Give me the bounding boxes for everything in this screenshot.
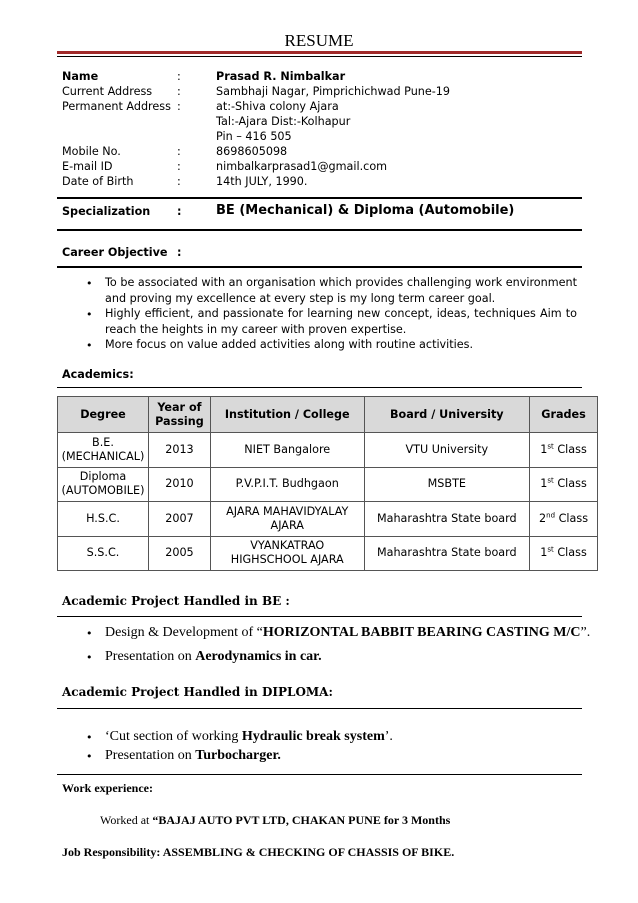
header-year	[148, 397, 210, 433]
bullet-icon: •	[86, 750, 93, 763]
email-value: nimbalkarprasad1@gmail.com	[216, 160, 388, 173]
grade-suffix: st	[547, 476, 554, 485]
degree-line2: (AUTOMOBILE)	[61, 484, 145, 498]
grade-text: Class	[553, 442, 587, 456]
bullet-icon: •	[86, 627, 93, 640]
institution-cell	[210, 502, 364, 537]
grade-suffix: st	[547, 545, 554, 554]
item-bold: Aerodynamics in car.	[195, 649, 322, 664]
divider	[57, 197, 582, 199]
colon: :	[177, 85, 181, 98]
item-bold: Hydraulic break system	[241, 729, 385, 744]
grade-suffix: st	[547, 442, 554, 451]
divider	[57, 387, 582, 388]
bullet-icon: •	[86, 651, 93, 664]
degree-line2: (MECHANICAL)	[61, 449, 145, 463]
item-text: Presentation on	[105, 649, 196, 664]
degree-line1: Diploma	[79, 470, 127, 484]
work-text: Worked at	[100, 813, 153, 827]
year-cell: 2013	[148, 433, 210, 468]
grade-cell	[530, 433, 598, 468]
list-item: More focus on value added activities along with routine activities.	[105, 338, 474, 351]
item-text: ’.	[384, 729, 393, 744]
current-address-label: Current Address	[62, 85, 153, 98]
work-experience-label: Work experience:	[62, 781, 153, 795]
divider	[57, 229, 582, 231]
item-bold: HORIZONTAL BABBIT BEARING CASTING M/C	[262, 625, 581, 640]
divider	[57, 616, 582, 617]
degree-cell	[58, 433, 149, 468]
grade-number: 1	[540, 546, 548, 560]
degree-line1: B.E.	[92, 435, 114, 449]
divider	[57, 266, 582, 268]
grade-cell	[530, 502, 598, 537]
permanent-address-line2: Tal:-Ajara Dist:-Kolhapur	[216, 115, 351, 128]
institution-line2: AJARA	[270, 518, 304, 532]
list-item	[105, 729, 393, 745]
item-bold: Turbocharger.	[195, 748, 281, 763]
dob-value: 14th JULY, 1990.	[216, 175, 308, 188]
institution-cell	[210, 536, 364, 571]
institution-line1: AJARA MAHAVIDYALAY	[226, 504, 349, 518]
institution-cell: P.V.P.I.T. Budhgaon	[210, 467, 364, 502]
header-degree: Degree	[58, 397, 149, 433]
grade-number: 1	[540, 442, 548, 456]
table-row	[58, 502, 598, 537]
job-responsibility: Job Responsibility: ASSEMBLING & CHECKING OF CHASSIS OF BIKE.	[62, 845, 455, 859]
name-label: Name	[62, 70, 99, 83]
board-cell: MSBTE	[364, 467, 530, 502]
grade-suffix: nd	[546, 511, 556, 520]
item-text: ‘Cut section of working	[105, 729, 242, 744]
institution-line1: VYANKATRAO	[250, 539, 325, 553]
colon: :	[177, 175, 181, 188]
divider	[57, 708, 582, 709]
list-item: Highly efficient, and passionate for learning new concept, ideas, techniques Aim to reach the heights in my career with proven expertise.	[105, 307, 577, 336]
degree-cell: S.S.C.	[58, 536, 149, 571]
colon: :	[177, 246, 182, 259]
title-divider-thin	[57, 56, 582, 57]
grade-text: Class	[555, 511, 589, 525]
item-text: Presentation on	[105, 748, 196, 763]
bullet-icon: •	[86, 308, 93, 321]
bullet-icon: •	[86, 731, 93, 744]
table-row	[58, 467, 598, 502]
colon: :	[177, 145, 181, 158]
year-cell: 2007	[148, 502, 210, 537]
table-row	[58, 536, 598, 571]
work-company: “BAJAJ AUTO PVT LTD, CHAKAN PUNE for 3 Months	[152, 813, 451, 827]
name-value: Prasad R. Nimbalkar	[216, 70, 346, 83]
work-experience-detail	[100, 813, 450, 828]
institution-cell: NIET Bangalore	[210, 433, 364, 468]
dob-label: Date of Birth	[62, 175, 134, 188]
grade-number: 1	[540, 477, 548, 491]
grade-number: 2	[539, 511, 547, 525]
degree-cell: H.S.C.	[58, 502, 149, 537]
header-year-line1: Year of	[157, 400, 202, 414]
mobile-value: 8698605098	[216, 145, 288, 158]
permanent-address-line1: at:-Shiva colony Ajara	[216, 100, 339, 113]
table-header-row	[58, 397, 598, 433]
mobile-label: Mobile No.	[62, 145, 121, 158]
bullet-icon: •	[86, 339, 93, 352]
colon: :	[177, 100, 181, 113]
header-board: Board / University	[364, 397, 530, 433]
academics-label: Academics:	[62, 368, 134, 381]
item-text: Design & Development of “	[105, 625, 263, 640]
specialization-value: BE (Mechanical) & Diploma (Automobile)	[216, 203, 515, 218]
grade-text: Class	[553, 546, 587, 560]
item-text: ”.	[580, 625, 591, 640]
board-cell: Maharashtra State board	[364, 536, 530, 571]
colon: :	[177, 160, 181, 173]
table-row	[58, 433, 598, 468]
colon: :	[177, 70, 181, 83]
grade-text: Class	[553, 477, 587, 491]
specialization-label: Specialization	[62, 205, 151, 218]
list-item	[105, 748, 281, 764]
permanent-address-label: Permanent Address	[62, 100, 171, 113]
header-institution: Institution / College	[210, 397, 364, 433]
header-grades: Grades	[530, 397, 598, 433]
year-cell: 2010	[148, 467, 210, 502]
list-item: To be associated with an organisation which provides challenging work environment and proving my excellence at every step is my long term career goal.	[105, 276, 577, 305]
career-objective-label: Career Objective	[62, 246, 168, 259]
year-cell: 2005	[148, 536, 210, 571]
institution-line2: HIGHSCHOOL AJARA	[230, 553, 344, 567]
email-label: E-mail ID	[62, 160, 113, 173]
list-item	[105, 649, 322, 665]
list-item	[105, 625, 590, 641]
grade-cell	[530, 467, 598, 502]
current-address-value: Sambhaji Nagar, Pimprichichwad Pune-19	[216, 85, 451, 98]
board-cell: VTU University	[364, 433, 530, 468]
divider	[57, 774, 582, 775]
bullet-icon: •	[86, 277, 93, 290]
header-year-line2: Passing	[155, 414, 204, 428]
colon: :	[177, 205, 182, 218]
be-project-heading: Academic Project Handled in BE :	[62, 594, 290, 608]
grade-cell	[530, 536, 598, 571]
permanent-address-line3: Pin – 416 505	[216, 130, 292, 143]
degree-cell	[58, 467, 149, 502]
diploma-project-heading: Academic Project Handled in DIPLOMA:	[62, 685, 333, 699]
title-divider	[57, 51, 582, 54]
academics-table	[57, 396, 598, 571]
resume-title: RESUME	[284, 31, 354, 50]
board-cell: Maharashtra State board	[364, 502, 530, 537]
